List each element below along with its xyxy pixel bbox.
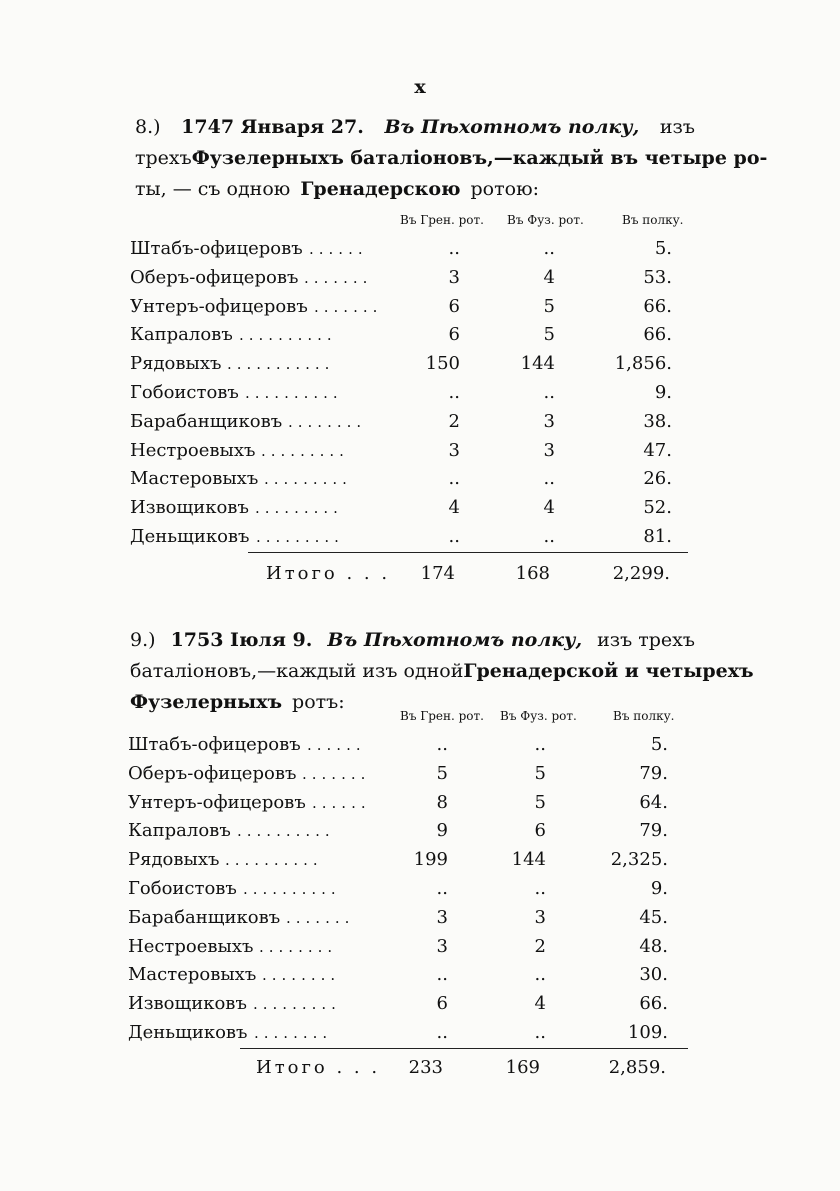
column-header: Въ полку. <box>622 213 684 227</box>
regiment-value: 9. <box>650 877 668 899</box>
column-header: Въ Фуз. рот. <box>500 709 577 723</box>
table-row <box>130 235 690 264</box>
date: 1753 Іюля 9. <box>170 629 313 651</box>
grenadier-value: .. <box>448 238 460 259</box>
regiment-value: 53. <box>643 266 672 288</box>
dot-leader: ....... <box>302 764 371 783</box>
fusilier-value: 5 <box>534 762 546 784</box>
table-row <box>130 408 690 437</box>
row-label: Барабанщиковъ <box>128 906 281 928</box>
grenadier-value: 2 <box>448 410 460 432</box>
dot-leader: ....... <box>304 268 373 287</box>
grenadier-value: .. <box>448 525 460 547</box>
regiment-value: 66. <box>643 324 672 346</box>
heading-line <box>130 625 695 656</box>
row-label: Капраловъ <box>128 820 231 842</box>
regiment-value: 81. <box>643 525 672 547</box>
section-2-heading <box>130 625 754 718</box>
heading-text: ротъ: <box>292 691 345 713</box>
fusilier-value: 2 <box>534 935 546 957</box>
heading-line <box>135 112 695 143</box>
table-row <box>130 437 690 466</box>
grenadier-value: .. <box>436 877 448 899</box>
heading-text: Фузелерныхъ баталіоновъ,—каждый въ четыре ро- <box>191 147 768 169</box>
total-fusilier: 168 <box>515 562 550 584</box>
heading-text: Фузелерныхъ <box>130 691 283 713</box>
grenadier-value: 4 <box>448 497 460 519</box>
regiment-value: 38. <box>643 410 672 432</box>
dot-leader: ...... <box>307 736 366 754</box>
dot-leader: ...... <box>309 240 368 258</box>
dot-leader: ...... <box>312 793 371 812</box>
table-row <box>128 875 688 904</box>
table-row <box>128 961 688 990</box>
grenadier-value: 3 <box>448 439 460 461</box>
regiment-value: 26. <box>643 468 672 490</box>
item-number: 8.) <box>135 116 161 138</box>
row-label: Нестроевыхъ <box>130 439 256 461</box>
fusilier-value: 3 <box>543 410 555 432</box>
row-label: Деньщиковъ <box>128 1021 248 1043</box>
section-1-table <box>130 213 690 590</box>
table-row <box>130 379 690 408</box>
section-1-heading <box>135 112 768 205</box>
row-label: Извощиковъ <box>128 993 247 1015</box>
fusilier-value: 4 <box>534 993 546 1015</box>
dot-leader: ....... <box>286 908 355 927</box>
total-row <box>128 1052 688 1084</box>
table-row <box>128 846 688 875</box>
grenadier-value: .. <box>436 1021 448 1043</box>
column-headers <box>130 213 690 235</box>
table-row <box>128 933 688 962</box>
regiment-value: 48. <box>639 935 668 957</box>
column-header: Въ Фуз. рот. <box>507 213 584 227</box>
fusilier-value: 3 <box>543 439 555 461</box>
total-row <box>130 558 690 590</box>
table-row <box>130 350 690 379</box>
heading-line <box>135 174 695 205</box>
row-label: Гобоистовъ <box>128 877 237 899</box>
regiment-value: 52. <box>643 497 672 519</box>
regiment-value: 9. <box>654 381 672 403</box>
fusilier-value: 144 <box>520 353 555 375</box>
table-row <box>130 321 690 350</box>
grenadier-value: 6 <box>448 324 460 346</box>
heading-text: изъ трехъ <box>597 629 695 651</box>
fusilier-value: .. <box>543 238 555 259</box>
dot-leader: .......... <box>239 326 337 345</box>
item-number: 9.) <box>130 629 156 651</box>
fusilier-value: 4 <box>543 266 555 288</box>
dot-leader: ......... <box>264 470 352 489</box>
fusilier-value: .. <box>543 468 555 490</box>
dot-leader: ........ <box>259 937 338 956</box>
grenadier-value: .. <box>448 468 460 490</box>
regiment-value: 47. <box>643 439 672 461</box>
heading-text: баталіоновъ,—каждый изъ одной <box>130 660 464 682</box>
heading-text: ты, — съ одною <box>135 178 291 200</box>
dot-leader: ......... <box>255 499 343 518</box>
row-label: Оберъ-офицеровъ <box>130 266 299 288</box>
table-row <box>128 731 688 760</box>
grenadier-value: 5 <box>436 762 448 784</box>
table-row <box>128 1019 688 1048</box>
regiment-value: 79. <box>639 820 668 842</box>
regiment-type: Въ Пѣхотномъ полку, <box>327 629 583 651</box>
fusilier-value: 5 <box>543 295 555 317</box>
row-label: Извощиковъ <box>130 497 249 519</box>
regiment-value: 5. <box>654 238 672 259</box>
grenadier-value: 150 <box>425 353 460 375</box>
dot-leader: ......... <box>256 527 344 546</box>
total-grenadier: 174 <box>420 562 455 584</box>
row-label: Унтеръ-офицеровъ <box>128 791 306 813</box>
section-2-table <box>128 709 688 1084</box>
total-fusilier: 169 <box>505 1056 540 1078</box>
table-row <box>130 264 690 293</box>
row-label: Капраловъ <box>130 324 233 346</box>
table-row <box>130 465 690 494</box>
dot-leader: ........... <box>227 355 335 374</box>
column-header: Въ Грен. рот. <box>400 709 484 723</box>
row-label: Рядовыхъ <box>130 353 222 375</box>
fusilier-value: .. <box>534 964 546 986</box>
grenadier-value: 6 <box>448 295 460 317</box>
dot-leader: ....... <box>314 297 383 316</box>
regiment-value: 2,325. <box>610 849 668 871</box>
table-row <box>130 293 690 322</box>
regiment-value: 79. <box>639 762 668 784</box>
fusilier-value: .. <box>543 525 555 547</box>
table-row <box>128 990 688 1019</box>
dot-leader: .......... <box>225 851 323 870</box>
grenadier-value: 9 <box>436 820 448 842</box>
dot-leader: .......... <box>243 879 341 898</box>
dot-leader: ........ <box>254 1023 333 1042</box>
total-regiment: 2,859. <box>608 1056 666 1078</box>
row-label: Унтеръ-офицеровъ <box>130 295 308 317</box>
column-header: Въ Грен. рот. <box>400 213 484 227</box>
table-row <box>130 494 690 523</box>
table-row <box>128 904 688 933</box>
row-label: Мастеровыхъ <box>130 468 259 490</box>
grenadier-value: 8 <box>436 791 448 813</box>
grenadier-value: 3 <box>436 906 448 928</box>
page-number: x <box>414 76 426 98</box>
fusilier-value: .. <box>543 381 555 403</box>
dot-leader: ........ <box>288 412 367 431</box>
grenadier-value: .. <box>436 734 448 755</box>
dot-leader: ........ <box>262 966 341 985</box>
row-label: Оберъ-офицеровъ <box>128 762 297 784</box>
regiment-value: 66. <box>639 993 668 1015</box>
regiment-value: 66. <box>643 295 672 317</box>
grenadier-value: 6 <box>436 993 448 1015</box>
total-grenadier: 233 <box>408 1056 443 1078</box>
heading-text: трехъ <box>135 147 192 169</box>
row-label: Мастеровыхъ <box>128 964 257 986</box>
fusilier-value: .. <box>534 877 546 899</box>
row-label: Штабъ-офицеровъ <box>130 238 303 259</box>
fusilier-value: 3 <box>534 906 546 928</box>
table-row <box>128 789 688 818</box>
regiment-value: 64. <box>639 791 668 813</box>
grenadier-value: .. <box>436 964 448 986</box>
row-label: Рядовыхъ <box>128 849 220 871</box>
dot-leader: .......... <box>245 383 343 402</box>
date: 1747 Января 27. <box>181 116 364 138</box>
table-row <box>128 760 688 789</box>
table-row <box>128 817 688 846</box>
heading-text: ротою: <box>470 178 540 200</box>
table-row <box>130 523 690 552</box>
heading-line <box>135 143 768 174</box>
fusilier-value: 4 <box>543 497 555 519</box>
total-label: Итого . . . <box>266 562 391 584</box>
regiment-value: 30. <box>639 964 668 986</box>
total-rule <box>248 552 688 553</box>
fusilier-value: 6 <box>534 820 546 842</box>
row-label: Деньщиковъ <box>130 525 250 547</box>
fusilier-value: .. <box>534 1021 546 1043</box>
row-label: Гобоистовъ <box>130 381 239 403</box>
fusilier-value: 5 <box>543 324 555 346</box>
grenadier-value: 3 <box>448 266 460 288</box>
heading-line <box>130 656 754 687</box>
fusilier-value: 5 <box>534 791 546 813</box>
dot-leader: ......... <box>253 995 341 1014</box>
regiment-value: 5. <box>650 734 668 755</box>
fusilier-value: .. <box>534 734 546 755</box>
heading-text: Гренадерскою <box>300 178 461 200</box>
column-header: Въ полку. <box>613 709 675 723</box>
total-label: Итого . . . <box>256 1056 381 1078</box>
dot-leader: ......... <box>261 441 349 460</box>
fusilier-value: 144 <box>511 849 546 871</box>
dot-leader: .......... <box>237 822 335 841</box>
regiment-value: 1,856. <box>614 353 672 375</box>
grenadier-value: .. <box>448 381 460 403</box>
row-label: Штабъ-офицеровъ <box>128 734 301 755</box>
grenadier-value: 199 <box>413 849 448 871</box>
regiment-type: Въ Пѣхотномъ полку, <box>384 116 640 138</box>
heading-text: Гренадерской и четырехъ <box>463 660 754 682</box>
column-headers <box>128 709 688 731</box>
total-regiment: 2,299. <box>612 562 670 584</box>
row-label: Нестроевыхъ <box>128 935 254 957</box>
row-label: Барабанщиковъ <box>130 410 283 432</box>
regiment-value: 45. <box>639 906 668 928</box>
heading-text: изъ <box>659 116 695 138</box>
regiment-value: 109. <box>627 1021 668 1043</box>
total-rule <box>240 1048 688 1049</box>
grenadier-value: 3 <box>436 935 448 957</box>
